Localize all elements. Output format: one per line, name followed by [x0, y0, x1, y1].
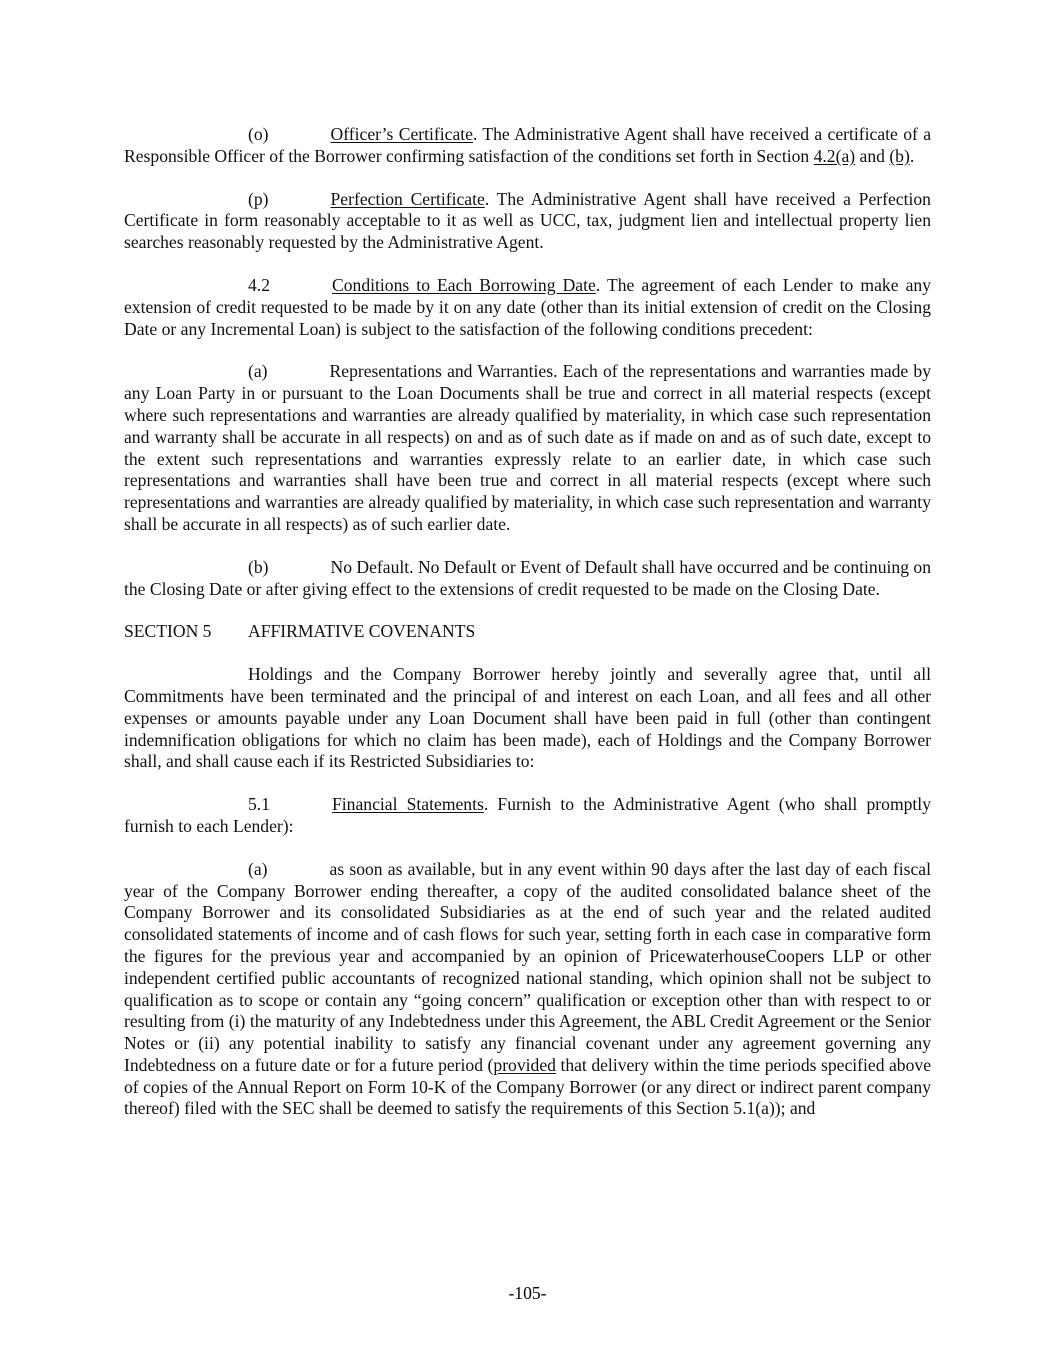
paragraph-text: . The Administrative Agent shall have received a certificate of a Responsible Officer of the Borrower confirming satisfaction of the conditions set forth in Section [124, 124, 932, 166]
section-reference: 4.2(a) [813, 145, 856, 166]
paragraph-text: No Default. No Default or Event of Default shall have occurred and be continuing on the Closing Date or after giving effect to the extensions of credit requested to be made on the Closing Date. [124, 556, 931, 599]
paragraph-p [124, 189, 931, 254]
paragraph-label: (p) [248, 188, 269, 209]
provided-term: provided [493, 1054, 556, 1075]
paragraph-4-2-b [124, 557, 931, 601]
page-number: -105- [508, 1283, 547, 1303]
paragraph-text: . The Administrative Agent shall have received a Perfection Certificate in form reasonably acceptable to it as well as UCC, tax, judgment lien and intellectual property lien searches reasonably requested by the Administrative Agent. [124, 188, 931, 253]
paragraph-label: (a) [248, 361, 268, 382]
paragraph-text: and [855, 145, 890, 166]
paragraph-text: Representations and Warranties. Each of the representations and warranties made by any Loan Party in or pursuant to the Loan Documents shall be true and correct in all material respects (except where such representations and warranties are already qualified by materiality, in which case such representation and warranty shall be accurate in all respects) on and as of such date as if made on and as of such date, except to the extent such representations and warranties expressly relate to an earlier date, in which case such representations and warranties shall have been true and correct in all material respects (except where such representations and warranties are already qualified by materiality, in which case such representation and warranty shall be accurate in all respects) as of such earlier date. [124, 361, 931, 534]
section-reference: (b) [889, 145, 910, 166]
paragraph-heading: Perfection Certificate [330, 188, 485, 209]
paragraph-text: Holdings and the Company Borrower hereby jointly and severally agree that, until all Commitments have been terminated and the principal of and interest on each Loan, and all fees and all other expenses or amounts payable under any Loan Document shall have been paid in full (other than contingent indemnification obligations for which no claim has been made), each of Holdings and the Company Borrower shall, and shall cause each if its Restricted Subsidiaries to: [124, 664, 931, 772]
paragraph-text: . The agreement of each Lender to make any extension of credit requested to be made by it on any date (other than its initial extension of credit on the Closing Date or any Incremental Loan) is subject to the satisfaction of the following conditions precedent: [124, 274, 931, 339]
section-number: 5.1 [248, 794, 270, 815]
section-heading: Conditions to Each Borrowing Date [332, 274, 596, 295]
section-number: SECTION 5 [124, 621, 212, 642]
paragraph-text: that delivery within the time periods specified above of copies of the Annual Report on Form 10-K of the Company Borrower (or any direct or indirect parent company thereof) filed with the SEC shall be deemed to satisfy the requirements of this Section 5.1(a)); and [124, 1054, 932, 1119]
paragraph-5-1-a [124, 859, 931, 1121]
paragraph-label: (b) [248, 556, 269, 577]
paragraph-label: (o) [248, 124, 269, 144]
paragraph-heading: Officer’s Certificate [330, 124, 473, 144]
paragraph-text: . Furnish to the Administrative Agent (who shall promptly furnish to each Lender): [124, 794, 931, 836]
paragraph-4-2-a [124, 361, 931, 535]
section-title: AFFIRMATIVE COVENANTS [248, 621, 476, 642]
paragraph-text: . [909, 145, 915, 166]
paragraph-label: (a) [248, 858, 268, 879]
section-heading: Financial Statements [332, 794, 484, 815]
section-4-2 [124, 275, 931, 340]
section-5-intro [124, 664, 931, 773]
section-5-1 [124, 794, 931, 838]
section-5-heading [124, 621, 931, 643]
paragraph-text: as soon as available, but in any event within 90 days after the last day of each fiscal year of the Company Borrower ending thereafter, a copy of the audited consolidated balance sheet of the Company Borrower and its consolidated Subsidiaries as at the end of such year and the related audited consolidated statements of income and of cash flows for such year, setting forth in each case in comparative form the figures for the previous year and accompanied by an opinion of PricewaterhouseCoopers LLP or other independent certified public accountants of recognized national standing, which opinion shall not be subject to qualification as to scope or contain any “going concern” qualification or exception other than with respect to or resulting from (i) the maturity of any Indebtedness under this Agreement, the ABL Credit Agreement or the Senior Notes or (ii) any potential inability to satisfy any financial covenant under any agreement governing any Indebtedness on a future date or for a future period ( [124, 858, 931, 1075]
paragraph-o [124, 124, 931, 168]
document-page [124, 124, 931, 1141]
section-number: 4.2 [248, 274, 270, 295]
